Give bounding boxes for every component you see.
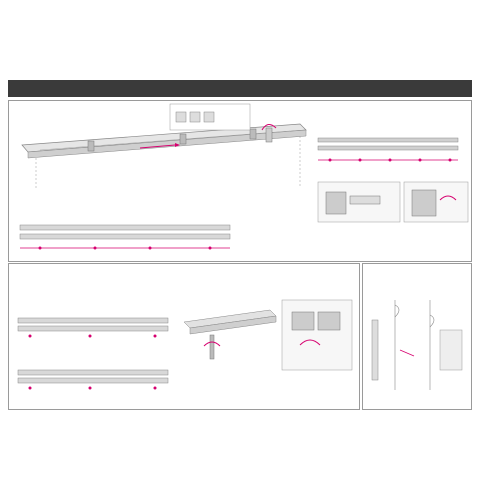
curtain-hook-illustration [372,300,462,390]
ceiling-step3-illustration [184,300,352,370]
ceiling-step1-illustration [18,318,168,390]
wall-3m-diagram [20,225,230,250]
wall-section-detail [318,182,468,222]
wall-rail-illustration [22,104,306,188]
